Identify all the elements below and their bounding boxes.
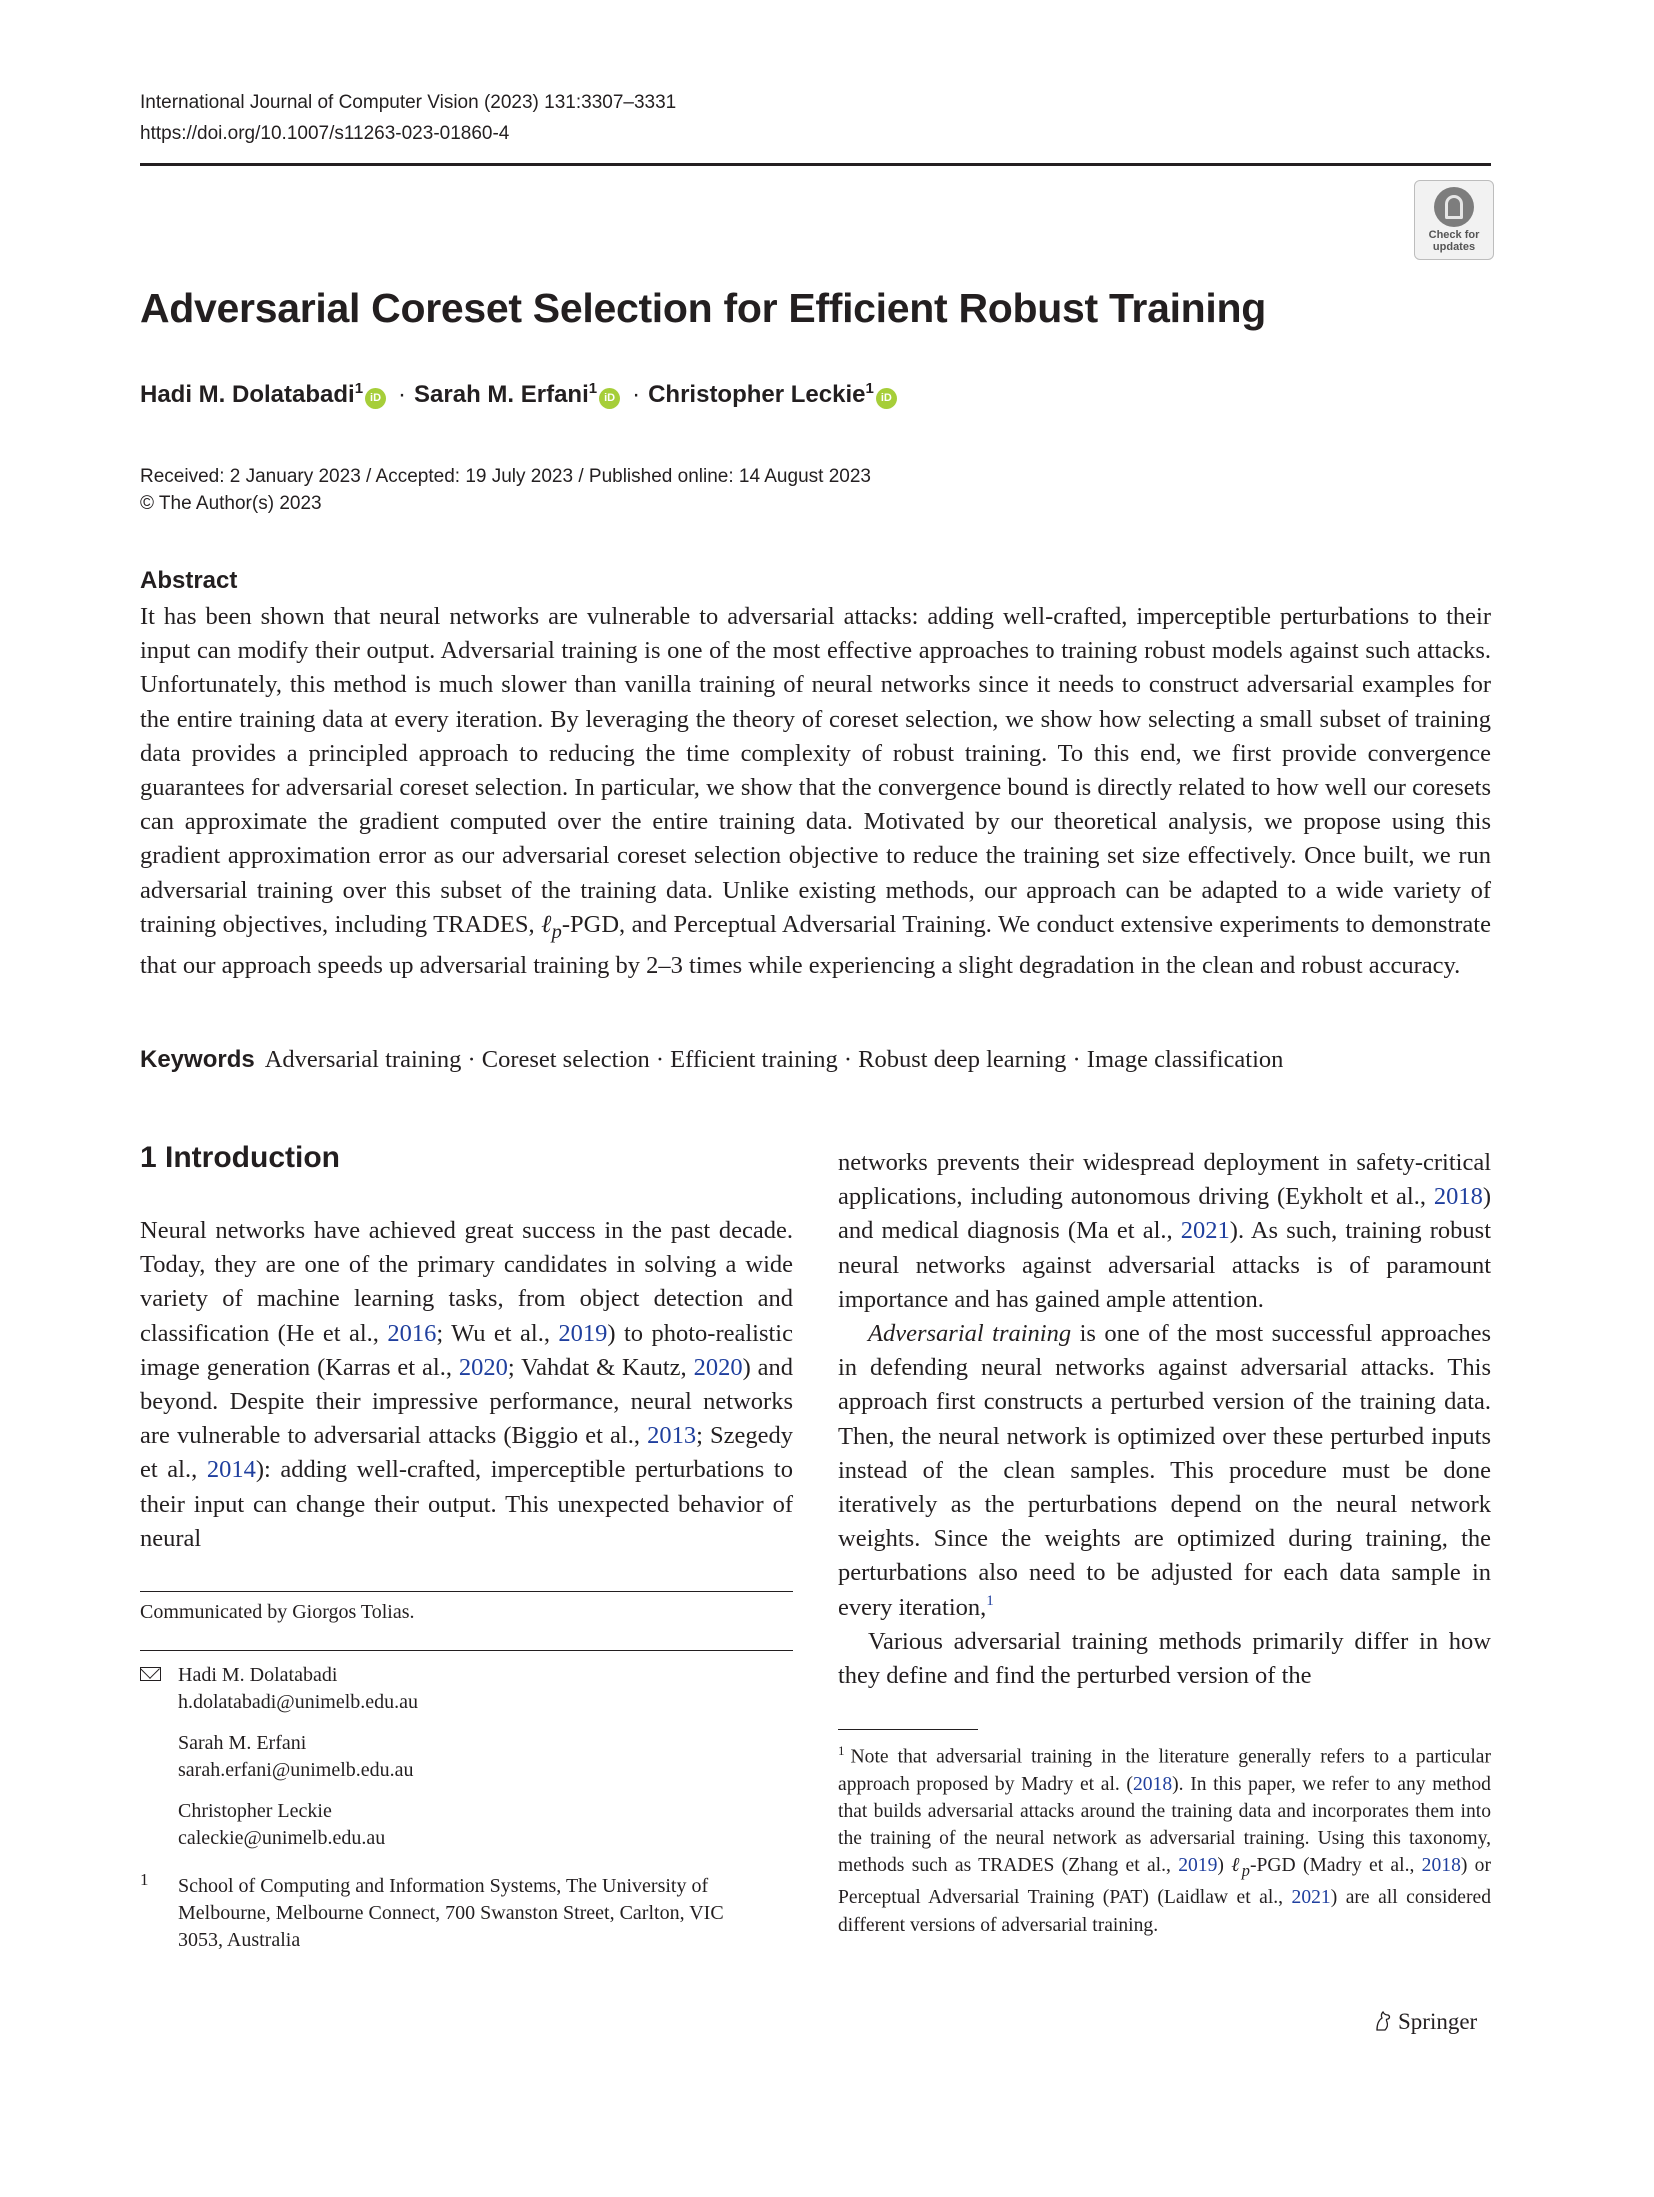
keywords — [140, 1046, 1283, 1074]
author-name: Christopher Leckie — [648, 381, 866, 408]
affiliation-marker: 1 — [588, 380, 598, 397]
footnote-number: 1 — [838, 1743, 845, 1758]
text-run: ). As such, training robust neural networks against adversarial attacks is of paramount importance and has gained ample attention. — [838, 1217, 1492, 1313]
publisher-name: Springer — [1398, 2009, 1478, 2034]
abstract-part: It has been shown that neural networks are vulnerable to adversarial attacks: adding well-crafted, imperceptible perturbations to their input can modify their output. Adversarial training is one of the most effective approaches to training robust models against such attacks. Unfortunately, this method is much slower than vanilla training of neural networks since it needs to construct adversarial examples for the entire training data at every iteration. By leveraging the theory of coreset selection, we show how selecting a small subset of training data provides a principled approach to reducing the time complexity of robust training. To this end, we first provide convergence guarantees for adversarial coreset selection. In particular, we show that the convergence bound is directly related to how well our coresets can approximate the gradient computed over the entire training data. Motivated by our theoretical analysis, we propose using this gradient approximation error as our adversarial coreset selection objective to reduce the training set size effectively. Once built, we run adversarial training over this subset of the training data. Unlike existing methods, our approach can be adapted to a wide variety of training objectives, including TRADES, — [140, 603, 1491, 938]
contact-entry — [178, 1662, 418, 1716]
text-run: ) or Perceptual Adversarial Training (PAT) (Laidlaw et al., — [838, 1855, 1491, 1909]
contact-email[interactable]: caleckie@unimelb.edu.au — [178, 1827, 386, 1849]
doi-link[interactable]: https://doi.org/10.1007/s11263-023-01860-4 — [140, 123, 510, 144]
keywords-heading: Keywords — [140, 1046, 255, 1073]
citation-link[interactable]: 2014 — [206, 1456, 256, 1484]
journal-citation: International Journal of Computer Vision (2023) 131:3307–3331 — [140, 92, 677, 113]
header-rule — [140, 163, 1491, 166]
citation-link[interactable]: 2020 — [693, 1353, 743, 1381]
math-ell: ℓ — [541, 910, 552, 938]
author-separator: · — [398, 381, 407, 408]
text-run: -PGD (Madry et al., — [1249, 1855, 1422, 1877]
journal-header — [140, 87, 676, 149]
citation-link[interactable]: 2019 — [1178, 1855, 1218, 1877]
text-run: Various adversarial training methods primarily differ in how they define and find the perturbed version of the — [838, 1627, 1491, 1690]
paper-title: Adversarial Coreset Selection for Efficient Robust Training — [140, 285, 1266, 331]
text-run: ). In this paper, we refer to any method that builds adversarial attacks around the training data and incorporates them into the training of the neural network as adversarial training. Using this taxonomy, methods such as TRADES (Zhang et al., — [838, 1773, 1491, 1877]
footnote — [838, 1737, 1491, 1939]
citation-link[interactable]: 2018 — [1421, 1855, 1461, 1877]
contact-email[interactable]: sarah.erfani@unimelb.edu.au — [178, 1759, 414, 1781]
contact-list — [178, 1662, 418, 1866]
citation-link[interactable]: 2013 — [647, 1422, 697, 1450]
text-run: ; Wu et al., — [436, 1319, 559, 1347]
math-ell: ℓ — [1231, 1855, 1242, 1877]
right-column — [838, 1146, 1491, 1693]
contact-name: Sarah M. Erfani — [178, 1732, 307, 1754]
left-column — [140, 1214, 793, 1556]
mail-icon — [140, 1667, 161, 1681]
text-run: ; Vahdat & Kautz, — [507, 1353, 694, 1381]
affiliation-address: School of Computing and Information Systems, The University of Melbourne, Melbourne Connect, 700 Swanston Street, Carlton, VIC 3053, Australia — [178, 1875, 724, 1951]
footnote-rule — [838, 1729, 978, 1730]
check-for-updates-badge[interactable] — [1414, 180, 1494, 260]
citation-link[interactable]: 2018 — [1433, 1183, 1483, 1211]
affiliation-marker: 1 — [865, 380, 874, 397]
citation-link[interactable]: 2020 — [458, 1353, 508, 1381]
emphasis: Adversarial training — [868, 1320, 1072, 1348]
text-run: ): adding well-crafted, imperceptible perturbations to their input can change their output. This unexpected behavior of neural — [140, 1456, 793, 1552]
history-line: Received: 2 January 2023 / Accepted: 19 July 2023 / Published online: 14 August 2023 — [140, 466, 871, 487]
text-run: ) — [1217, 1855, 1232, 1877]
section-heading-introduction: 1 Introduction — [140, 1141, 340, 1174]
intro-paragraph — [838, 1146, 1491, 1317]
publisher-logo — [1373, 2009, 1477, 2035]
citation-link[interactable]: 2021 — [1291, 1887, 1331, 1909]
math-p: p — [551, 920, 562, 943]
citation-link[interactable]: 2016 — [387, 1319, 437, 1347]
text-run: Neural networks have achieved great success in the past decade. Today, they are one of the primary candidates in solving a wide variety of machine learning tasks, from object detection and classification (He et al., — [140, 1217, 793, 1347]
contact-entry — [178, 1798, 418, 1852]
text-run: ; Szegedy et al., — [140, 1422, 793, 1484]
badge-label: Check for updates — [1428, 229, 1480, 253]
footer-rule — [140, 1650, 793, 1651]
contact-entry — [178, 1730, 418, 1784]
author-list — [140, 380, 901, 409]
intro-paragraph — [838, 1317, 1491, 1625]
keywords-list: Adversarial training · Coreset selection · Efficient training · Robust deep learning · Image classification — [264, 1046, 1284, 1073]
orcid-icon[interactable]: iD — [876, 388, 897, 409]
abstract-text — [140, 600, 1491, 983]
text-run: is one of the most successful approaches in defending neural networks against adversarial attacks. This approach first constructs a perturbed version of the training data. Then, the neural network is optimized over these perturbed inputs instead of the clean samples. This procedure must be done iteratively as the perturbations depend on the neural network weights. Since the weights are optimized during training, the perturbations also need to be adjusted for each data sample in every iteration, — [838, 1320, 1491, 1621]
contact-email[interactable]: h.dolatabadi@unimelb.edu.au — [178, 1691, 419, 1713]
springer-horse-icon — [1373, 2010, 1393, 2032]
publication-dates — [140, 463, 871, 517]
affiliation-number: 1 — [140, 1870, 149, 1889]
text-run: ) are all considered different versions of adversarial training. — [838, 1887, 1491, 1936]
citation-link[interactable]: 2018 — [1132, 1773, 1173, 1795]
contact-name: Christopher Leckie — [178, 1800, 332, 1822]
citation-link[interactable]: 2021 — [1180, 1217, 1230, 1245]
text-run: ) and medical diagnosis (Ma et al., — [838, 1183, 1491, 1245]
abstract-heading: Abstract — [140, 567, 238, 594]
copyright-line: © The Author(s) 2023 — [140, 493, 322, 514]
communicated-by: Communicated by Giorgos Tolias. — [140, 1601, 415, 1623]
author-name: Hadi M. Dolatabadi — [140, 381, 355, 408]
math-p: p — [1241, 1861, 1250, 1881]
intro-paragraph — [838, 1625, 1491, 1693]
text-run: networks prevents their widespread deployment in safety-critical applications, including autonomous driving (Eykholt et al., — [838, 1149, 1491, 1211]
abstract-part: -PGD, and Perceptual Adversarial Training. We conduct extensive experiments to demonstrate that our approach speeds up adversarial training by 2–3 times while experiencing a slight degradation in the clean and robust accuracy. — [140, 910, 1491, 979]
intro-paragraph — [140, 1214, 793, 1556]
orcid-icon[interactable]: iD — [599, 388, 620, 409]
contact-name: Hadi M. Dolatabadi — [178, 1664, 338, 1686]
affiliation-marker: 1 — [354, 380, 364, 397]
check-for-updates-icon — [1434, 187, 1474, 227]
text-run: ) and beyond. Despite their impressive performance, neural networks are vulnerable to adversarial attacks (Biggio et al., — [140, 1353, 794, 1450]
text-run: ) to photo-realistic image generation (Karras et al., — [140, 1319, 793, 1381]
author-name: Sarah M. Erfani — [414, 381, 589, 408]
orcid-icon[interactable]: iD — [365, 388, 386, 409]
footnote-ref[interactable]: 1 — [986, 1592, 994, 1609]
author-separator: · — [632, 381, 641, 408]
footer-rule — [140, 1591, 793, 1592]
citation-link[interactable]: 2019 — [558, 1319, 608, 1347]
text-run: Note that adversarial training in the literature generally refers to a particular approach proposed by Madry et al. ( — [838, 1746, 1491, 1795]
